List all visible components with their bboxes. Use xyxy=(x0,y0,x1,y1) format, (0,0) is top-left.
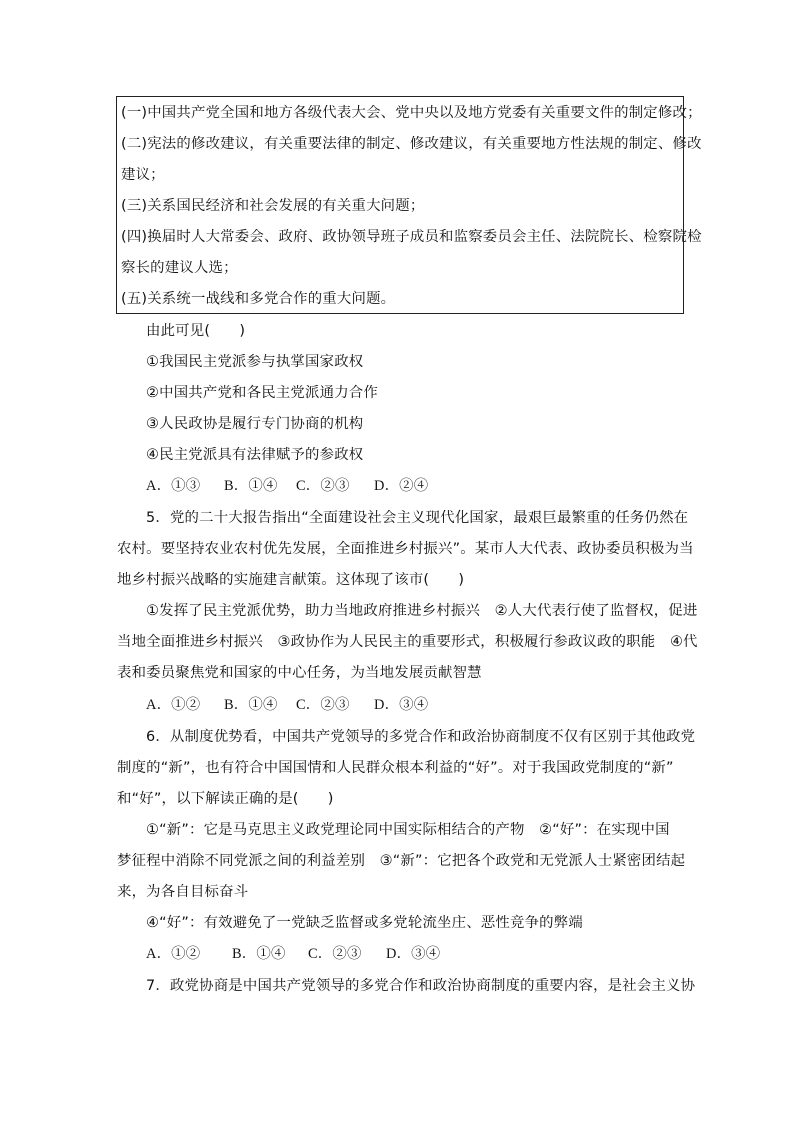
q5-option-c[interactable]: C．②③ xyxy=(296,697,350,713)
q5-option-d[interactable]: D．③④ xyxy=(374,697,429,713)
q6-line: 来，为各自目标奋斗 xyxy=(117,884,249,900)
box-line: (三)关系国民经济和社会发展的有关重大问题； xyxy=(121,198,425,214)
q6-option-d[interactable]: D．③④ xyxy=(386,946,441,962)
q5-option-a[interactable]: A．①② xyxy=(146,697,201,713)
q4-item: ②中国共产党和各民主党派通力合作 xyxy=(146,385,378,401)
q5-line: 表和委员聚焦党和国家的中心任务，为当地发展贡献智慧 xyxy=(117,665,482,681)
bordered-text-box xyxy=(116,96,702,314)
q4-options xyxy=(146,476,428,496)
q6-option-b[interactable]: B．①④ xyxy=(232,946,286,962)
q4-option-a[interactable]: A．①③ xyxy=(146,478,201,494)
q5-options xyxy=(146,695,428,715)
q5-line: ①发挥了民主党派优势，助力当地政府推进乡村振兴 ②人大代表行使了监督权，促进 xyxy=(146,603,698,619)
q5-line: 当地全面推进乡村振兴 ③政协作为人民民主的重要形式，积极履行参政议政的职能 ④代 xyxy=(117,634,698,650)
q4-item: ①我国民主党派参与执掌国家政权 xyxy=(146,354,364,370)
q4-option-d[interactable]: D．②④ xyxy=(374,478,429,494)
box-line: 建议； xyxy=(121,167,165,183)
q5-option-b[interactable]: B．①④ xyxy=(224,697,278,713)
q6-line: ①“新”：它是马克思主义政党理论同中国实际相结合的产物 ②“好”：在实现中国 xyxy=(146,822,670,838)
q5-line: 地乡村振兴战略的实施建言献策。这体现了该市( ) xyxy=(117,572,465,588)
q6-line: 制度的“新”，也有符合中国国情和人民群众根本利益的“好”。对于我国政党制度的“新” xyxy=(117,760,674,776)
q6-line: 6．从制度优势看，中国共产党领导的多党合作和政治协商制度不仅有区别于其他政党 xyxy=(146,729,696,745)
q4-item: ③人民政协是履行专门协商的机构 xyxy=(146,416,364,432)
q4-item: ④民主党派具有法律赋予的参政权 xyxy=(146,447,364,463)
q7-line: 7．政党协商是中国共产党领导的多党合作和政治协商制度的重要内容，是社会主义协 xyxy=(146,978,696,994)
q6-line: 和“好”，以下解读正确的是( ) xyxy=(117,791,334,807)
q6-option-c[interactable]: C．②③ xyxy=(308,946,362,962)
q4-option-b[interactable]: B．①④ xyxy=(224,478,278,494)
box-line: 察长的建议人选； xyxy=(121,260,238,276)
q6-line: 梦征程中消除不同党派之间的利益差别 ③“新”：它把各个政党和无党派人士紧密团结起 xyxy=(117,853,686,869)
box-line: (二)宪法的修改建议，有关重要法律的制定、修改建议，有关重要地方性法规的制定、修改 xyxy=(121,136,702,152)
q5-line: 农村。要坚持农业农村优先发展，全面推进乡村振兴”。某市人大代表、政协委员积极为当 xyxy=(117,541,694,557)
box-line: (一)中国共产党全国和地方各级代表大会、党中央以及地方党委有关重要文件的制定修改； xyxy=(121,105,702,121)
q6-line: ④“好”：有效避免了一党缺乏监督或多党轮流坐庄、恶性竞争的弊端 xyxy=(146,915,583,931)
box-line: (四)换届时人大常委会、政府、政协领导班子成员和监察委员会主任、法院院长、检察院检 xyxy=(121,229,702,245)
q6-option-a[interactable]: A．①② xyxy=(146,946,201,962)
q5-line: 5．党的二十大报告指出“全面建设社会主义现代化国家，最艰巨最繁重的任务仍然在 xyxy=(146,510,689,526)
box-line: (五)关系统一战线和多党合作的重大问题。 xyxy=(121,291,396,307)
q4-option-c[interactable]: C．②③ xyxy=(296,478,350,494)
q6-options xyxy=(146,944,440,964)
q4-stem: 由此可见( ) xyxy=(146,323,246,339)
